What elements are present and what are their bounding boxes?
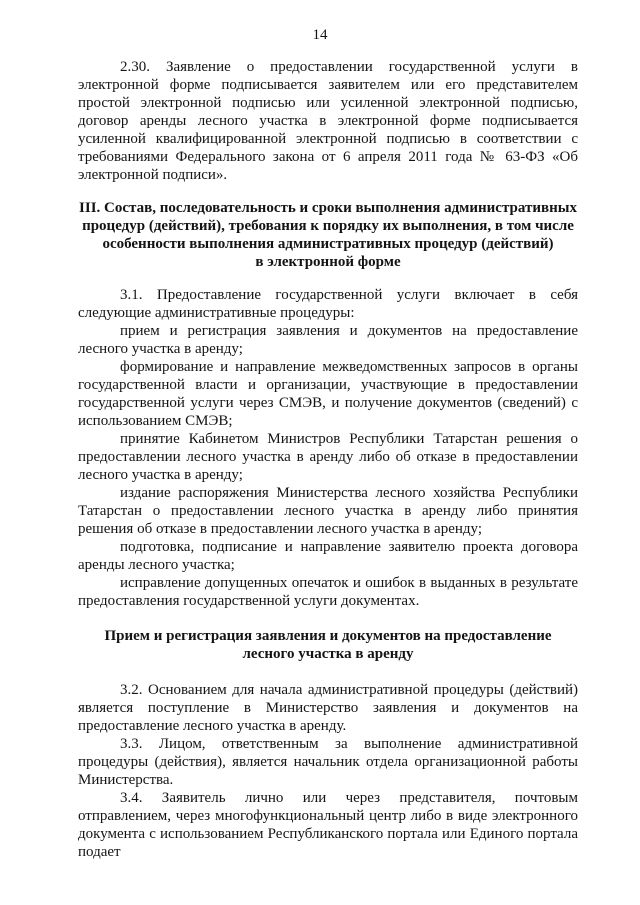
- section-3-heading-line: процедур (действий), требования к порядку их выполнения, в том числе: [82, 218, 574, 234]
- paragraph-3-3: 3.3. Лицом, ответственным за выполнение административной процедуры (действия), является начальник отдела организационной работы Министерства.: [78, 736, 578, 788]
- procedure-item: издание распоряжения Министерства лесного хозяйства Республики Татарстан о предоставлении лесного участка в аренду либо принятия решения об отказе в предоставлении лесного участка в аренду;: [78, 485, 578, 537]
- section-3-heading: [78, 199, 578, 271]
- procedure-item: исправление допущенных опечаток и ошибок в выданных в результате предоставления государственной услуги документах.: [78, 575, 578, 609]
- subsection-heading-line: Прием и регистрация заявления и документов на предоставление: [104, 628, 552, 644]
- section-3-heading-line: особенности выполнения административных процедур (действий): [102, 236, 554, 252]
- subsection-heading-line: лесного участка в аренду: [242, 646, 414, 662]
- paragraph-2-30: 2.30. Заявление о предоставлении государственной услуги в электронной форме подписывается заявителем или его представителем простой электронной подписью или усиленной электронной подписью, договор аренды лесного участка в электронной форме подписывается усиленной квалифицированной электронной подписью в соответствии с требованиями Федерального закона от 6 апреля 2011 года № 63-ФЗ «Об электронной подписи».: [78, 59, 578, 183]
- section-3-heading-line: в электронной форме: [255, 254, 401, 270]
- procedure-item: формирование и направление межведомственных запросов в органы государственной власти и организации, участвующие в предоставлении государственной услуги через СМЭВ, и получение документов (сведений) с использованием СМЭВ;: [78, 359, 578, 429]
- page-number: 14: [312, 27, 328, 43]
- paragraph-3-2: 3.2. Основанием для начала административной процедуры (действий) является поступление в Министерство заявления и документов на предоставление лесного участка в аренду.: [78, 682, 578, 734]
- paragraph-3-4: 3.4. Заявитель лично или через представителя, почтовым отправлением, через многофункциональный центр либо в виде электронного документа с использованием Республиканского портала или Единого портала подает: [78, 790, 578, 860]
- subsection-heading: [78, 627, 578, 663]
- paragraph-3-1: 3.1. Предоставление государственной услуги включает в себя следующие административные процедуры:: [78, 287, 578, 321]
- document-body: [78, 58, 578, 861]
- procedure-item: подготовка, подписание и направление заявителю проекта договора аренды лесного участка;: [78, 539, 578, 573]
- section-3-heading-line: III. Состав, последовательность и сроки выполнения административных: [79, 200, 577, 216]
- procedure-item: прием и регистрация заявления и документов на предоставление лесного участка в аренду;: [78, 323, 578, 357]
- procedure-item: принятие Кабинетом Министров Республики Татарстан решения о предоставлении лесного участка в аренду либо об отказе в предоставлении лесного участка в аренду;: [78, 431, 578, 483]
